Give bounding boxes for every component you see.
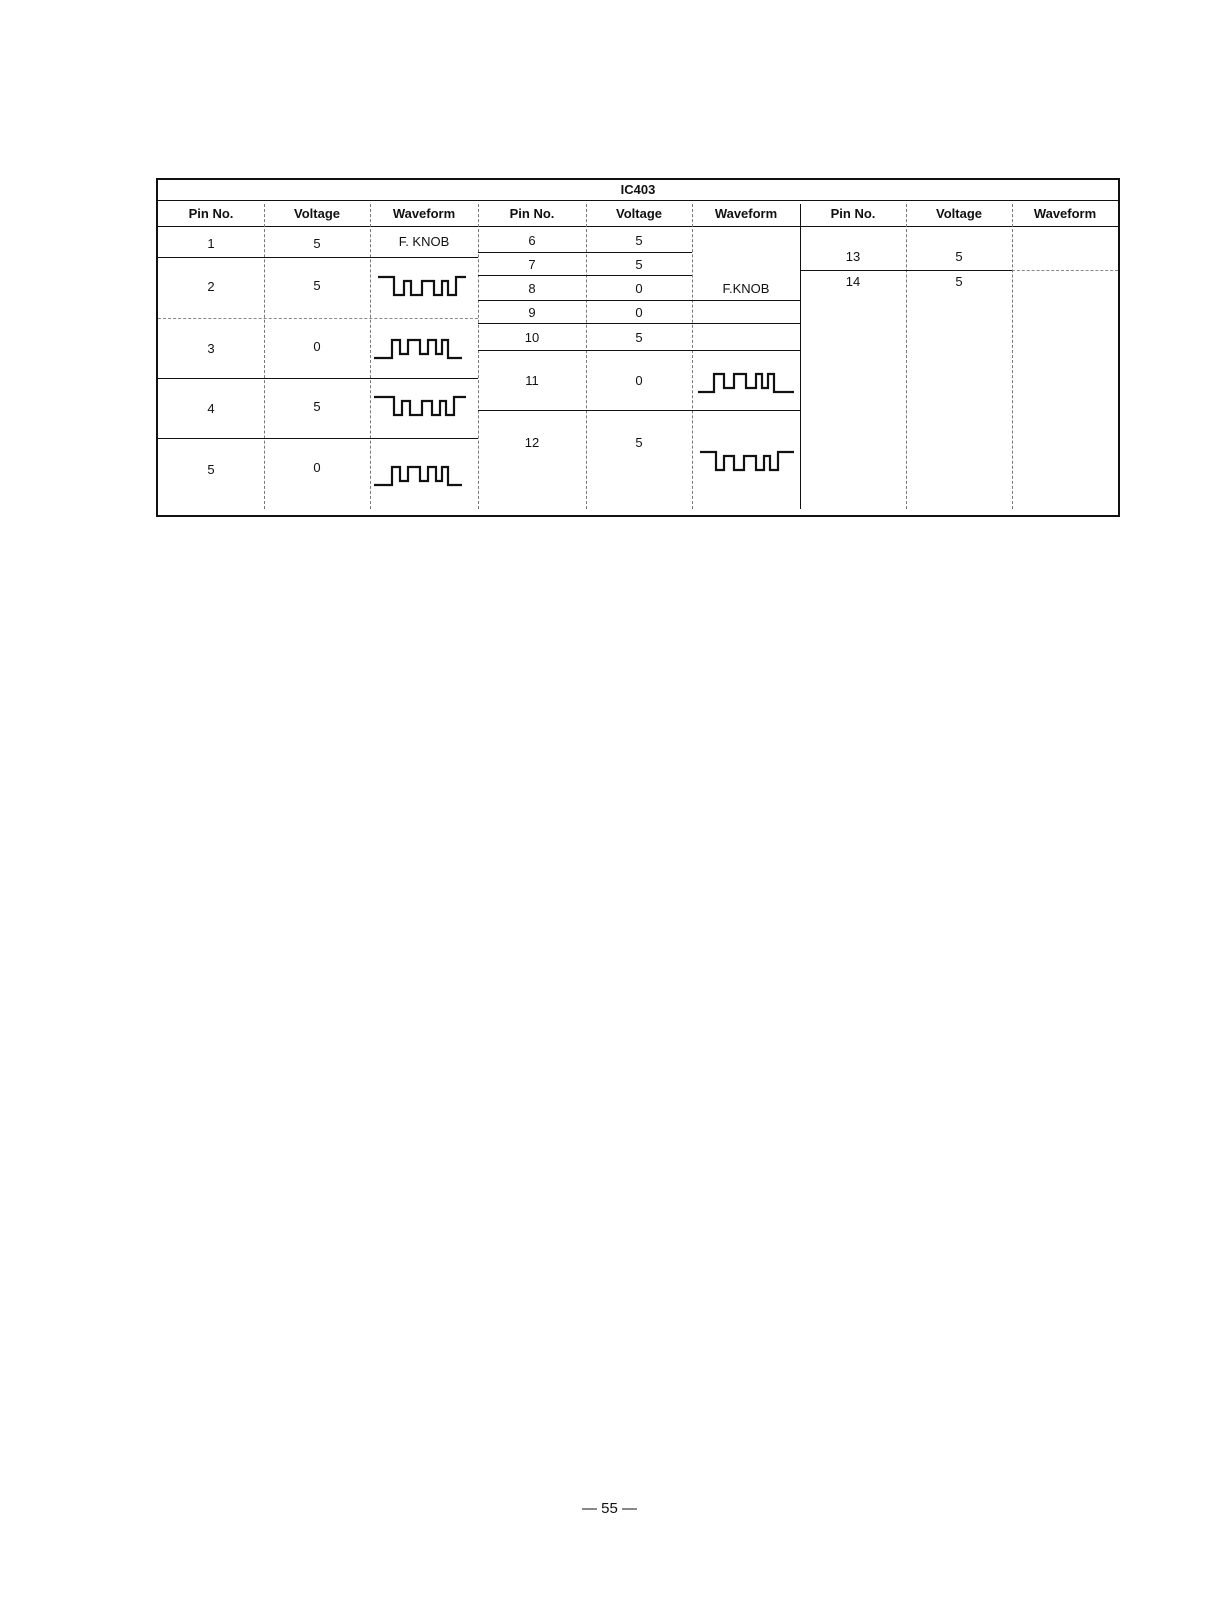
pin-waveform: F. KNOB	[398, 234, 450, 249]
row-divider	[1012, 270, 1118, 271]
square-wave-icon	[696, 368, 796, 396]
pin-voltage: 0	[313, 339, 321, 354]
pin-voltage: 5	[635, 257, 643, 272]
pin-waveform	[1012, 248, 1118, 266]
title-divider	[158, 200, 1118, 201]
pin-number: 2	[207, 279, 215, 294]
header-voltage-2: Voltage	[616, 206, 662, 221]
pin-number: 7	[528, 257, 536, 272]
ic403-table	[156, 178, 1120, 517]
row-divider	[478, 300, 800, 301]
pin-voltage: 0	[635, 281, 643, 296]
square-wave-inverted-icon	[698, 448, 796, 474]
pin-number: 8	[528, 281, 536, 296]
square-wave-icon	[372, 461, 464, 489]
pin-waveform	[692, 329, 800, 347]
pin-waveform	[692, 304, 800, 322]
pin-waveform	[692, 256, 800, 274]
pin-number: 11	[525, 373, 539, 388]
header-pin-no-2: Pin No.	[509, 206, 555, 221]
header-waveform-3: Waveform	[1033, 206, 1097, 221]
pin-waveform	[1012, 273, 1118, 291]
pin-voltage: 5	[955, 249, 963, 264]
pin-number: 4	[207, 401, 215, 416]
row-divider	[478, 252, 692, 253]
row-divider	[478, 350, 800, 351]
pin-number: 5	[207, 462, 215, 477]
pin-voltage: 5	[635, 330, 643, 345]
header-voltage-3: Voltage	[936, 206, 982, 221]
pin-voltage: 5	[313, 399, 321, 414]
pin-number: 9	[528, 305, 536, 320]
row-divider	[158, 257, 478, 258]
pin-number: 3	[207, 341, 215, 356]
row-divider	[800, 270, 1012, 271]
pin-waveform: F.KNOB	[722, 281, 770, 296]
pin-number: 1	[207, 236, 215, 251]
square-wave-inverted-icon	[376, 273, 468, 299]
header-pin-no-3: Pin No.	[830, 206, 876, 221]
square-wave-icon	[372, 334, 464, 362]
pin-number: 14	[845, 274, 861, 289]
pin-voltage: 0	[313, 460, 321, 475]
pin-voltage: 5	[955, 274, 963, 289]
pin-voltage: 5	[635, 233, 643, 248]
header-divider	[158, 226, 1118, 227]
row-divider	[478, 275, 692, 276]
header-voltage-1: Voltage	[294, 206, 340, 221]
table-title: IC403	[620, 182, 656, 197]
row-divider	[478, 323, 800, 324]
row-divider	[158, 438, 478, 439]
pin-voltage: 0	[635, 305, 643, 320]
pin-voltage: 5	[635, 435, 643, 450]
square-wave-inverted-icon	[372, 393, 468, 419]
page-number: — 55 —	[581, 1500, 638, 1517]
header-pin-no-1: Pin No.	[188, 206, 234, 221]
row-divider	[158, 318, 478, 319]
pin-number: 10	[524, 330, 540, 345]
pin-voltage: 5	[313, 278, 321, 293]
header-waveform-2: Waveform	[714, 206, 778, 221]
row-divider	[158, 378, 478, 379]
pin-waveform	[692, 232, 800, 250]
row-divider	[478, 410, 800, 411]
pin-number: 13	[845, 249, 861, 264]
header-waveform-1: Waveform	[392, 206, 456, 221]
pin-voltage: 5	[313, 236, 321, 251]
pin-number: 6	[528, 233, 536, 248]
pin-number: 12	[524, 435, 540, 450]
pin-voltage: 0	[635, 373, 643, 388]
